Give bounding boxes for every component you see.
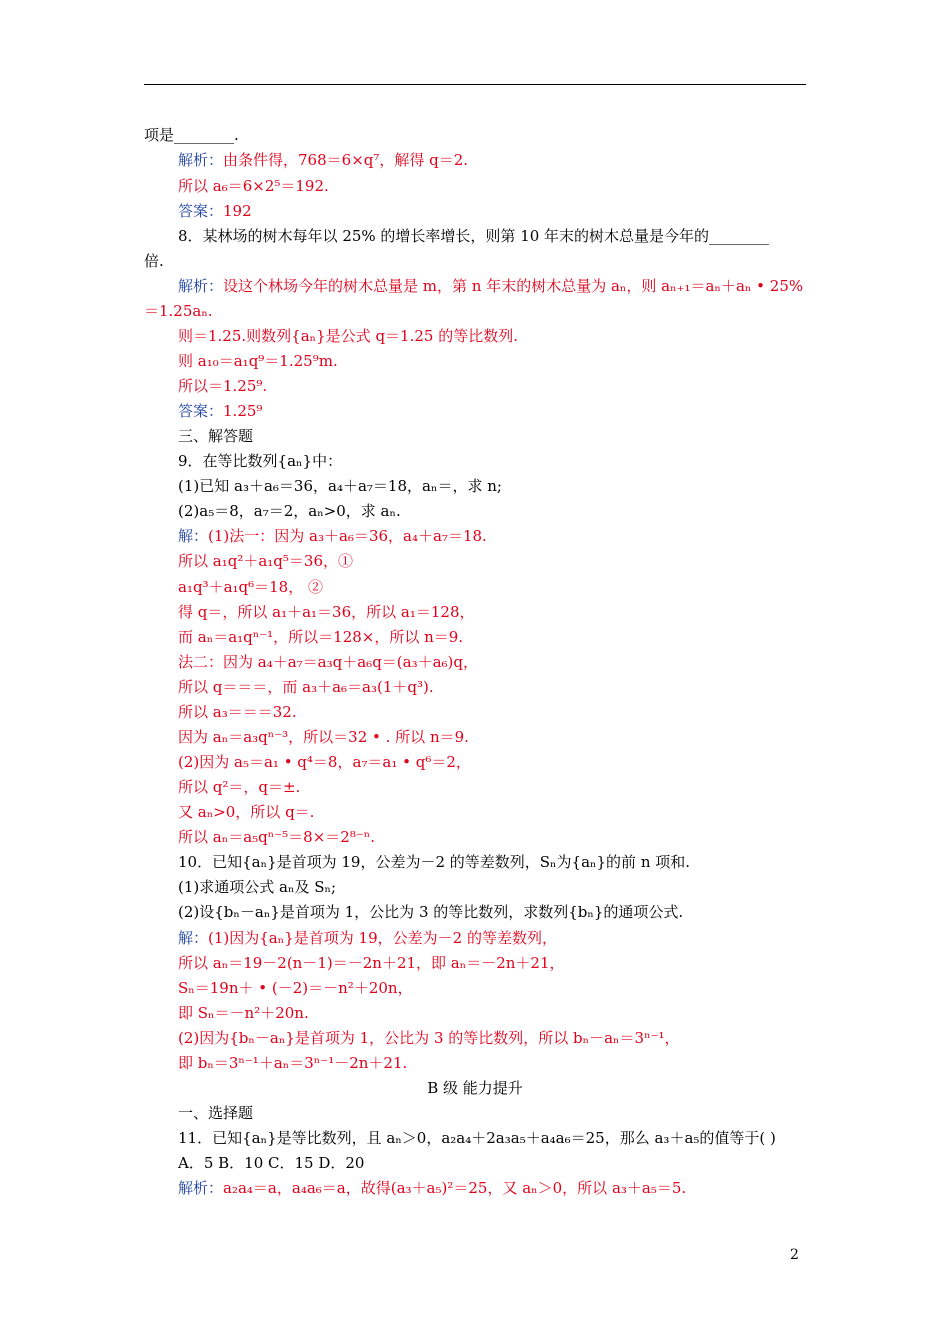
text-line-32 (178, 902, 683, 922)
solution-text: 法二：因为 a₄＋a₇＝a₃q＋a₆q＝(a₃＋a₆)q， (178, 653, 479, 671)
body-text: 一、选择题 (178, 1104, 254, 1122)
text-line-16 (178, 501, 401, 521)
text-line-14 (178, 451, 342, 471)
text-line-33 (178, 928, 557, 948)
solution-text: 所以 q＝＝＝，而 a₃＋a₆＝a₃(1＋q³). (178, 678, 434, 696)
text-line-36 (178, 1003, 309, 1023)
answer-label: 答案： (178, 402, 224, 420)
body-text: 9．在等比数列{aₙ}中： (178, 452, 343, 470)
body-text: 8．某林场的树木每年以 25% 的增长率增长，则第 10 年末的树木总量是今年的________ (178, 227, 770, 245)
solution-text: (1)法一：因为 a₃＋a₆＝36，a₄＋a₇＝18. (208, 527, 487, 545)
text-line-26 (178, 752, 471, 772)
solution-text: a₁q³＋a₁q⁶＝18， ② (178, 578, 323, 596)
text-line-10 (178, 351, 338, 371)
text-line-2 (178, 150, 468, 170)
text-line-12 (178, 401, 262, 421)
solution-text: 得 q＝，所以 a₁＋a₁＝36，所以 a₁＝128， (178, 603, 475, 621)
text-line-25 (178, 727, 469, 747)
answer-label: 解析： (178, 151, 224, 169)
body-text: (2)a₅＝8，a₇＝2，aₙ>0，求 aₙ. (178, 502, 401, 520)
body-text: 项是________. (144, 126, 239, 144)
solution-text: 所以 aₙ＝19－2(n－1)＝－2n＋21，即 aₙ＝－2n＋21， (178, 954, 565, 972)
text-line-35 (178, 978, 413, 998)
text-line-23 (178, 677, 434, 697)
solution-text: 而 aₙ＝a₁qⁿ⁻¹，所以＝128×，所以 n＝9. (178, 628, 464, 646)
text-line-4 (178, 201, 252, 221)
text-line-21 (178, 627, 463, 647)
solution-text: a₂a₄＝a，a₄a₆＝a，故得(a₃＋a₅)²＝25，又 aₙ＞0，所以 a₃＋a₅＝5. (223, 1179, 687, 1197)
body-text: B 级 能力提升 (427, 1079, 523, 1097)
solution-text: 因为 aₙ＝a₃qⁿ⁻³，所以＝32 • . 所以 n＝9. (178, 728, 469, 746)
text-line-1 (144, 125, 239, 145)
solution-text: 则 a₁₀＝a₁q⁹＝1.25⁹m. (178, 352, 338, 370)
solution-text: 设这个林场今年的树木总量是 m，第 n 年末的树木总量为 aₙ，则 aₙ₊₁＝aₙ＋aₙ • 25% (223, 277, 804, 295)
solution-text: (1)因为{aₙ}是首项为 19，公差为－2 的等差数列， (208, 929, 557, 947)
body-text: 三、解答题 (178, 427, 254, 445)
text-line-6 (144, 251, 164, 271)
text-line-18 (178, 551, 353, 571)
solution-text: 1.25⁹ (223, 402, 263, 420)
text-line-40 (178, 1103, 253, 1123)
text-line-15 (178, 476, 502, 496)
text-line-20 (178, 602, 475, 622)
solution-text: 由条件得，768＝6×q⁷，解得 q＝2. (223, 151, 469, 169)
body-text: (1)已知 a₃＋a₆＝36，a₄＋a₇＝18，aₙ＝，求 n; (178, 477, 502, 495)
text-line-37 (178, 1028, 680, 1048)
answer-label: 解析： (178, 277, 224, 295)
text-line-34 (178, 953, 565, 973)
solution-text: 所以 a₁q²＋a₁q⁵＝36，① (178, 552, 353, 570)
body-text: 11．已知{aₙ}是等比数列，且 aₙ＞0，a₂a₄＋2a₃a₅＋a₄a₆＝25，那么 a₃＋a₅的值等于( ) (178, 1129, 776, 1147)
solution-text: 所以 a₆＝6×2⁵＝192. (178, 177, 329, 195)
solution-text: 所以＝1.25⁹. (178, 377, 268, 395)
text-line-22 (178, 652, 478, 672)
text-line-27 (178, 777, 300, 797)
body-text: 倍. (144, 252, 164, 270)
solution-text: 即 Sₙ＝－n²＋20n. (178, 1004, 309, 1022)
page-number: 2 (790, 1247, 799, 1263)
text-line-17 (178, 526, 487, 546)
text-line-19 (178, 577, 323, 597)
text-line-39 (0, 1078, 950, 1098)
answer-label: 解： (178, 929, 209, 947)
answer-label: 答案： (178, 202, 224, 220)
text-line-38 (178, 1053, 407, 1073)
solution-text: 192 (223, 202, 252, 220)
solution-text: ＝1.25aₙ. (144, 302, 213, 320)
solution-text: (2)因为{bₙ－aₙ}是首项为 1，公比为 3 的等比数列，所以 bₙ－aₙ＝3ⁿ⁻¹， (178, 1029, 680, 1047)
text-line-3 (178, 176, 329, 196)
answer-label: 解： (178, 527, 209, 545)
text-line-29 (178, 827, 375, 847)
solution-text: 则＝1.25.则数列{aₙ}是公式 q＝1.25 的等比数列. (178, 327, 518, 345)
body-text: 10．已知{aₙ}是首项为 19，公差为－2 的等差数列，Sₙ为{aₙ}的前 n 项和. (178, 853, 691, 871)
text-line-30 (178, 852, 690, 872)
text-line-43 (178, 1178, 686, 1198)
solution-text: Sₙ＝19n＋ • (－2)＝－n²＋20n， (178, 979, 413, 997)
body-text: (2)设{bₙ－aₙ}是首项为 1，公比为 3 的等比数列，求数列{bₙ}的通项公式. (178, 903, 684, 921)
header-rule (144, 84, 806, 85)
answer-label: 解析： (178, 1179, 224, 1197)
solution-text: 所以 a₃＝＝＝32. (178, 703, 297, 721)
text-line-5 (178, 226, 769, 246)
solution-text: 又 aₙ>0，所以 q＝. (178, 803, 315, 821)
text-line-9 (178, 326, 518, 346)
text-line-31 (178, 877, 336, 897)
body-text: A．5 B．10 C．15 D．20 (178, 1154, 365, 1172)
solution-text: 即 bₙ＝3ⁿ⁻¹＋aₙ＝3ⁿ⁻¹－2n＋21. (178, 1054, 408, 1072)
text-line-24 (178, 702, 297, 722)
text-line-11 (178, 376, 267, 396)
solution-text: (2)因为 a₅＝a₁ • q⁴＝8，a₇＝a₁ • q⁶＝2， (178, 753, 471, 771)
body-text: (1)求通项公式 aₙ及 Sₙ; (178, 878, 337, 896)
text-line-13 (178, 426, 253, 446)
text-line-41 (178, 1128, 776, 1148)
text-line-42 (178, 1153, 364, 1173)
text-line-28 (178, 802, 314, 822)
solution-text: 所以 q²＝，q＝±. (178, 778, 301, 796)
solution-text: 所以 aₙ＝a₅qⁿ⁻⁵＝8×＝2⁸⁻ⁿ. (178, 828, 376, 846)
text-line-7 (178, 276, 803, 296)
text-line-8 (144, 301, 213, 321)
